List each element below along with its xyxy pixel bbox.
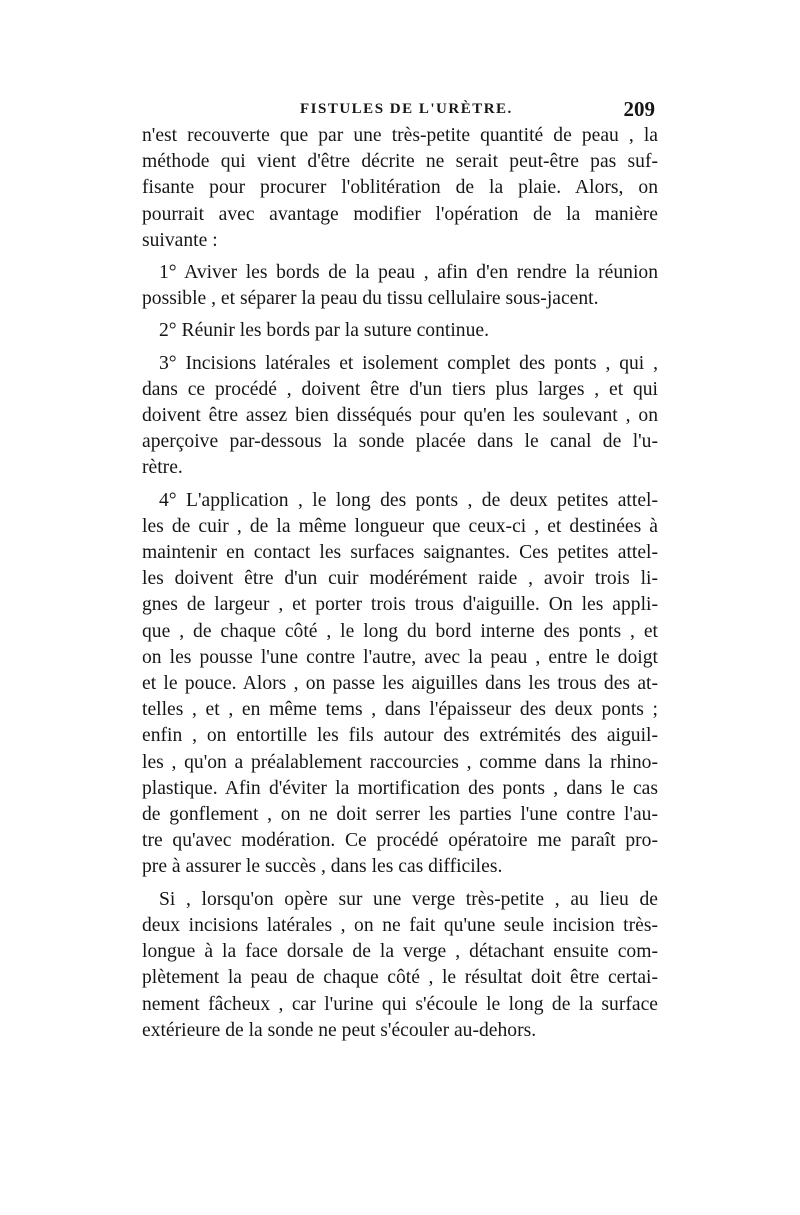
text-line: tre qu'avec modération. Ce procédé opératoire me paraît pro- — [142, 830, 658, 852]
paragraph — [142, 260, 658, 312]
body-text — [142, 123, 658, 1044]
text-line: et le pouce. Alors , on passe les aiguilles dans les trous des at- — [142, 673, 658, 695]
text-line: 2° Réunir les bords par la suture continue. — [159, 320, 489, 342]
paragraph — [142, 887, 658, 1044]
text-line: que , de chaque côté , le long du bord interne des ponts , et — [142, 620, 658, 642]
text-line: n'est recouverte que par une très-petite quantité de peau , la — [142, 125, 658, 146]
paragraph — [142, 488, 658, 881]
text-line: pre à assurer le succès , dans les cas difficiles. — [142, 856, 503, 878]
text-line: on les pousse l'une contre l'autre, avec la peau , entre le doigt — [142, 646, 658, 668]
running-title: FISTULES DE L'URÈTRE. — [300, 101, 513, 117]
text-line: 4° L'application , le long des ponts , de deux petites attel- — [159, 489, 658, 511]
text-line: aperçoive par-dessous la sonde placée dans le canal de l'u- — [142, 431, 658, 453]
text-line: Si , lorsqu'on opère sur une verge très-petite , au lieu de — [159, 888, 658, 910]
text-line: doivent être assez bien disséqués pour qu'en les soulevant , on — [142, 405, 658, 427]
text-line: gnes de largeur , et porter trois trous d'aiguille. On les appli- — [142, 594, 658, 616]
text-line: nement fâcheux , car l'urine qui s'écoule le long de la surface — [142, 993, 658, 1015]
text-line: telles , et , en même tems , dans l'épaisseur des deux ponts ; — [142, 699, 658, 721]
text-line: les doivent être d'un cuir modérément raide , avoir trois li- — [142, 568, 658, 590]
text-line: longue à la face dorsale de la verge , détachant ensuite com- — [142, 941, 658, 963]
paragraph — [142, 123, 658, 254]
paragraph — [142, 318, 658, 344]
text-line: 3° Incisions latérales et isolement complet des ponts , qui , — [159, 352, 658, 374]
text-line: 1° Aviver les bords de la peau , afin d'en rendre la réunion — [159, 262, 658, 284]
text-line: possible , et séparer la peau du tissu cellulaire sous-jacent. — [142, 288, 599, 310]
text-line: rètre. — [142, 457, 183, 479]
text-line: dans ce procédé , doivent être d'un tiers plus larges , et qui — [142, 378, 658, 400]
text-line: extérieure de la sonde ne peut s'écouler au-dehors. — [142, 1019, 537, 1041]
text-line: enfin , on entortille les fils autour des extrémités des aiguil- — [142, 725, 658, 747]
text-line: pourrait avec avantage modifier l'opération de la manière — [142, 203, 658, 225]
text-line: suivante : — [142, 229, 218, 251]
text-line: plètement la peau de chaque côté , le résultat doit être certai- — [142, 967, 658, 989]
text-line: fisante pour procurer l'oblitération de la plaie. Alors, on — [142, 177, 658, 199]
text-line: plastique. Afin d'éviter la mortification des ponts , dans le cas — [142, 777, 658, 799]
page-number: 209 — [623, 97, 655, 121]
text-line: méthode qui vient d'être décrite ne serait peut-être pas suf- — [142, 151, 658, 173]
paragraph — [142, 351, 658, 482]
text-line: les de cuir , de la même longueur que ceux-ci , et destinées à — [142, 515, 658, 537]
text-line: maintenir en contact les surfaces saignantes. Ces petites attel- — [142, 542, 658, 564]
text-line: de gonflement , on ne doit serrer les parties l'une contre l'au- — [142, 804, 658, 826]
text-line: deux incisions latérales , on ne fait qu'une seule incision très- — [142, 914, 658, 936]
text-line: les , qu'on a préalablement raccourcies , comme dans la rhino- — [142, 751, 658, 773]
